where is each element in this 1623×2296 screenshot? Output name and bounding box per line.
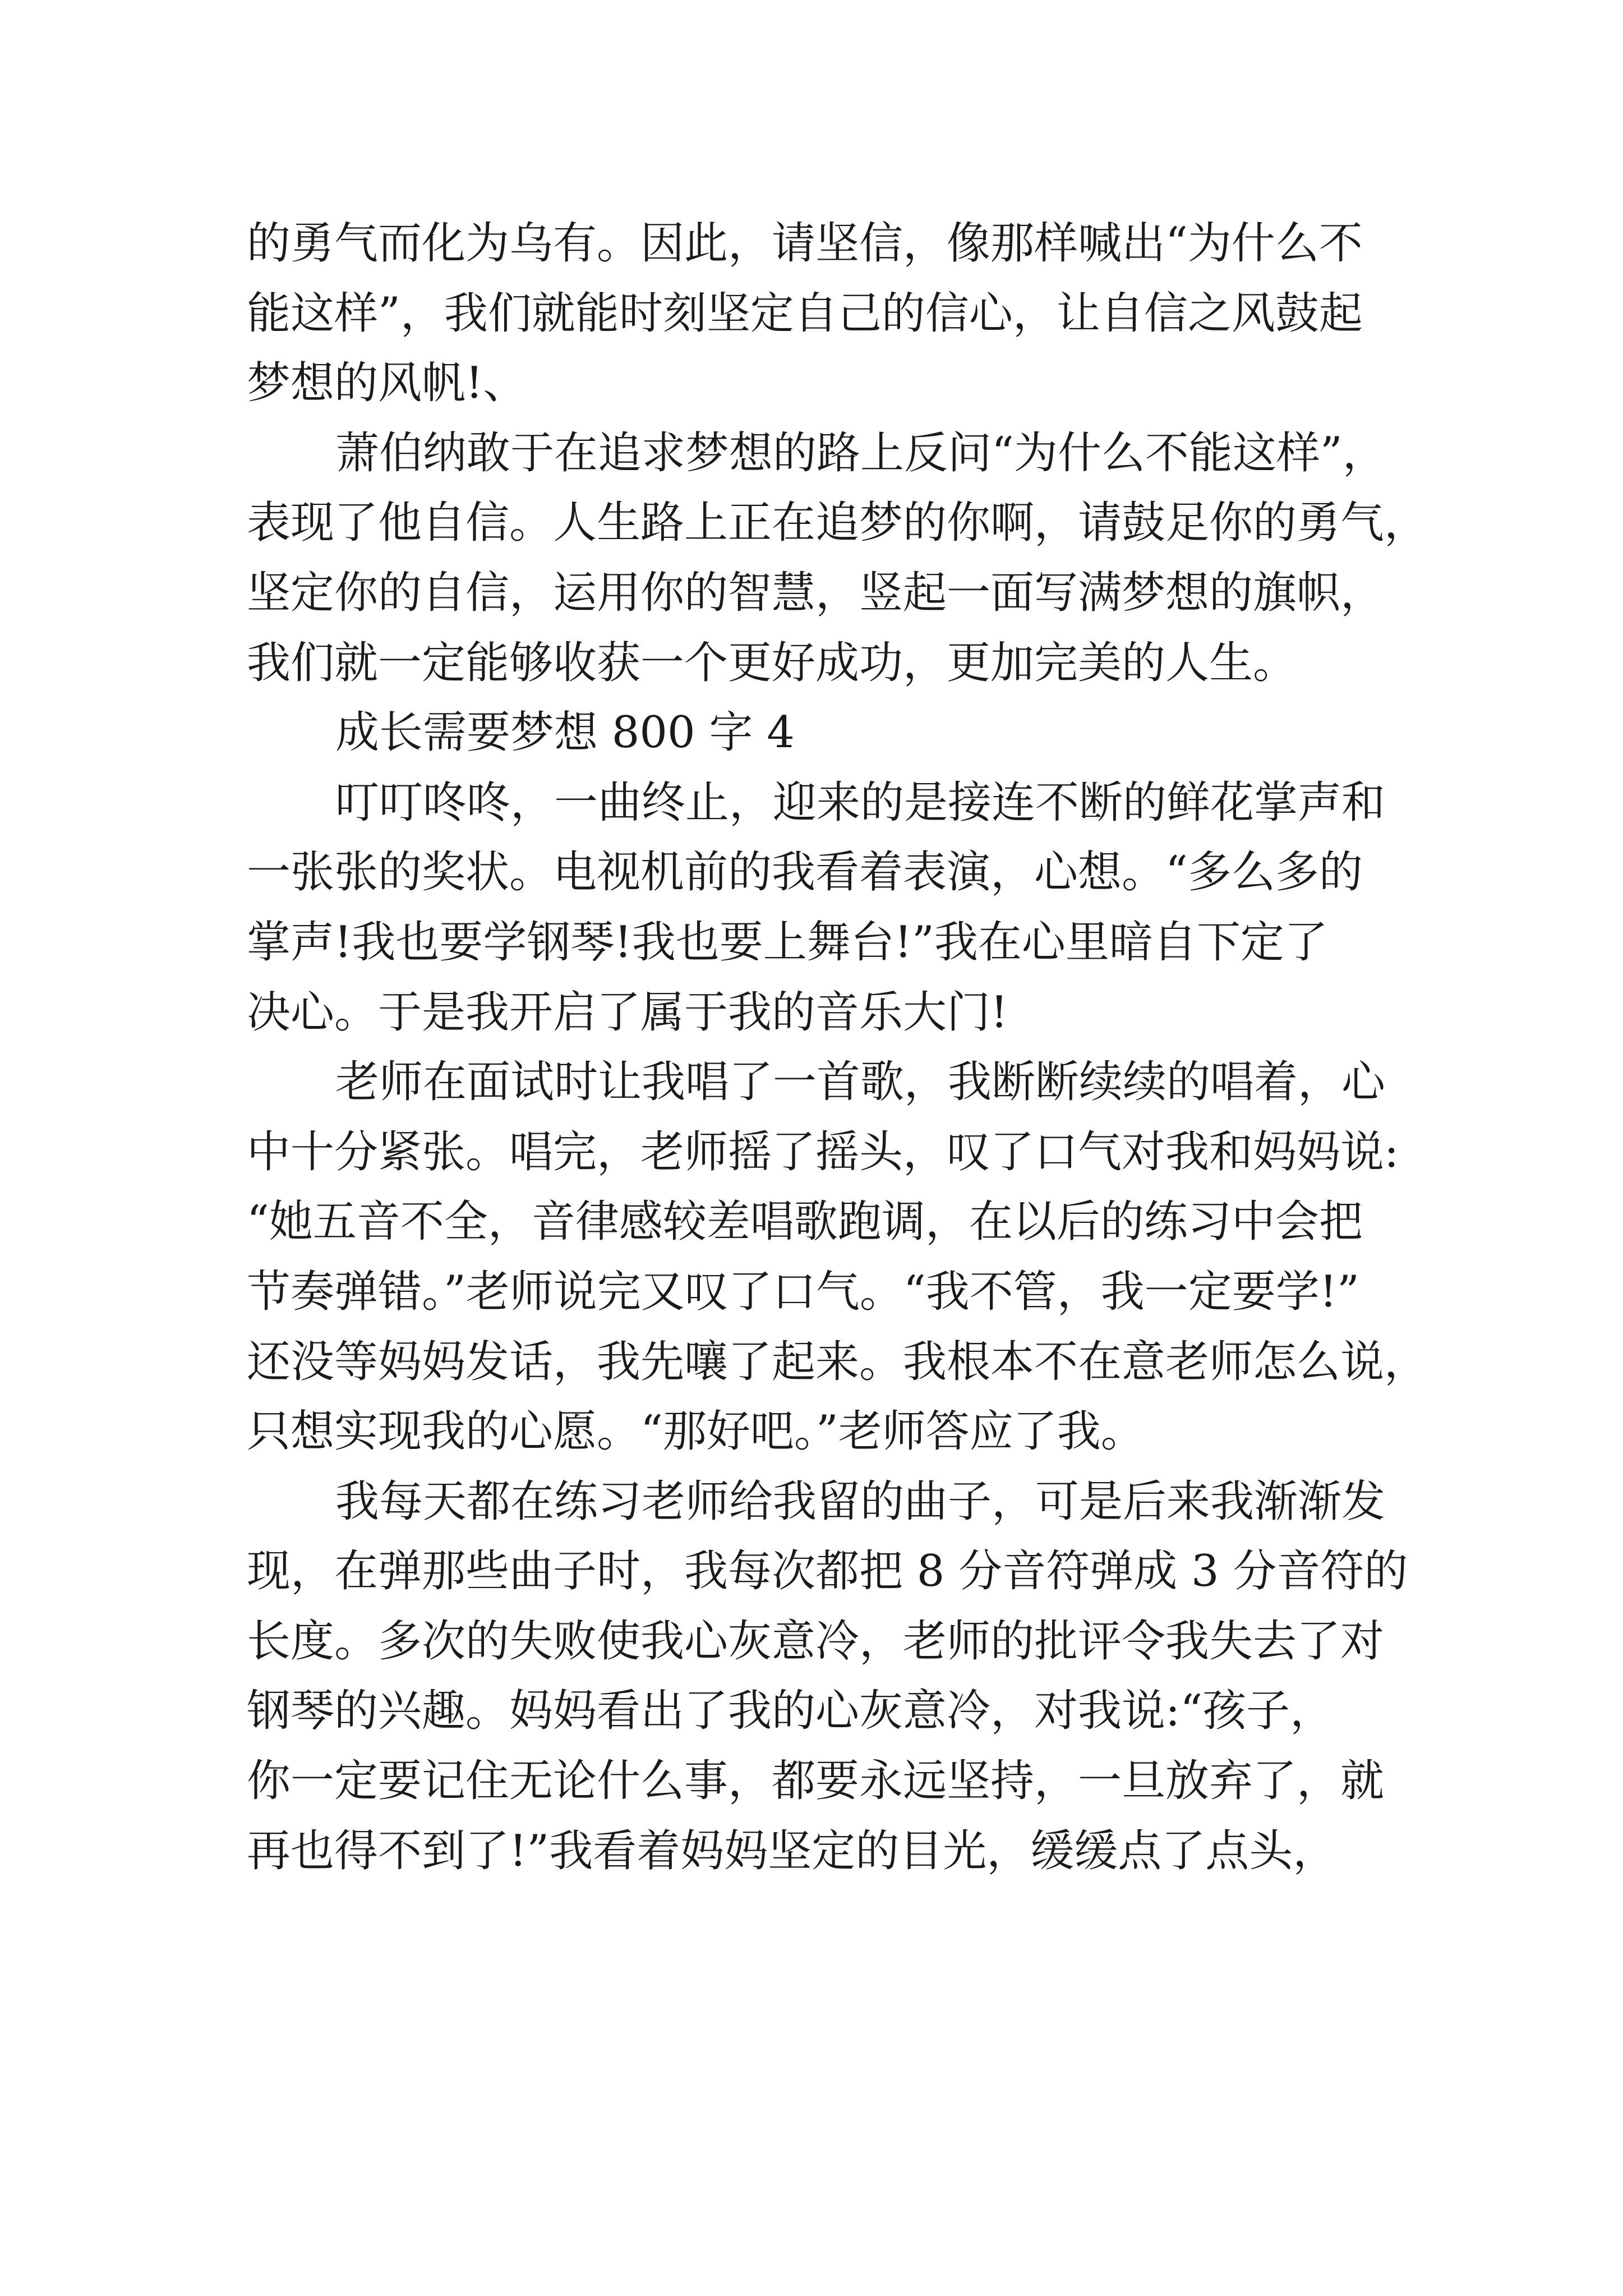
text-line-15: “她五音不全，音律感较差唱歌跑调，在以后的练习中会把 bbox=[247, 1197, 1363, 1248]
text-line-23: 你一定要记住无论什么事，都要永远坚持，一旦放弃了，就 bbox=[247, 1756, 1385, 1807]
text-line-16: 节奏弹错。”老师说完又叹了口气。“我不管，我一定要学!” bbox=[247, 1266, 1359, 1317]
text-line-10: 一张张的奖状。电视机前的我看着表演，心想。“多么多的 bbox=[247, 847, 1363, 898]
text-line-21: 长度。多次的失败使我心灰意冷，老师的批评令我失去了对 bbox=[247, 1616, 1385, 1667]
text-line-18: 只想实现我的心愿。“那好吧。”老师答应了我。 bbox=[247, 1406, 1145, 1457]
section-heading: 成长需要梦想 800 字 4 bbox=[335, 707, 795, 758]
text-line-12: 决心。于是我开启了属于我的音乐大门! bbox=[247, 987, 1008, 1038]
text-line-3: 梦想的风帆!、 bbox=[247, 358, 527, 409]
text-line-24: 再也得不到了!”我看着妈妈坚定的目光，缓缓点了点头， bbox=[247, 1825, 1337, 1876]
text-line-11: 掌声!我也要学钢琴!我也要上舞台!”我在心里暗自下定了 bbox=[247, 917, 1328, 968]
text-line-14: 中十分紧张。唱完，老师摇了摇头，叹了口气对我和妈妈说: bbox=[247, 1126, 1399, 1177]
text-line-13: 老师在面试时让我唱了一首歌，我断断续续的唱着，心 bbox=[335, 1057, 1386, 1108]
text-line-7: 我们就一定能够收获一个更好成功，更加完美的人生。 bbox=[247, 637, 1297, 688]
text-line-20: 现，在弹那些曲子时，我每次都把 8 分音符弹成 3 分音符的 bbox=[247, 1546, 1408, 1597]
text-line-9: 叮叮咚咚，一曲终止，迎来的是接连不断的鲜花掌声和 bbox=[335, 777, 1386, 828]
text-line-17: 还没等妈妈发话，我先嚷了起来。我根本不在意老师怎么说， bbox=[247, 1336, 1428, 1387]
text-line-22: 钢琴的兴趣。妈妈看出了我的心灰意冷，对我说:“孩子， bbox=[247, 1686, 1334, 1737]
text-line-5: 表现了他自信。人生路上正在追梦的你啊，请鼓足你的勇气， bbox=[247, 498, 1428, 549]
text-line-1: 的勇气而化为乌有。因此，请坚信，像那样喊出“为什么不 bbox=[247, 218, 1363, 269]
text-line-2: 能这样”，我们就能时刻坚定自己的信心，让自信之风鼓起 bbox=[247, 288, 1363, 339]
text-line-4: 萧伯纳敢于在追求梦想的路上反问“为什么不能这样”， bbox=[335, 427, 1386, 478]
text-line-19: 我每天都在练习老师给我留的曲子，可是后来我渐渐发 bbox=[335, 1476, 1386, 1527]
document-body bbox=[247, 209, 1428, 1886]
text-line-6: 坚定你的自信，运用你的智慧，竖起一面写满梦想的旗帜， bbox=[247, 567, 1385, 618]
